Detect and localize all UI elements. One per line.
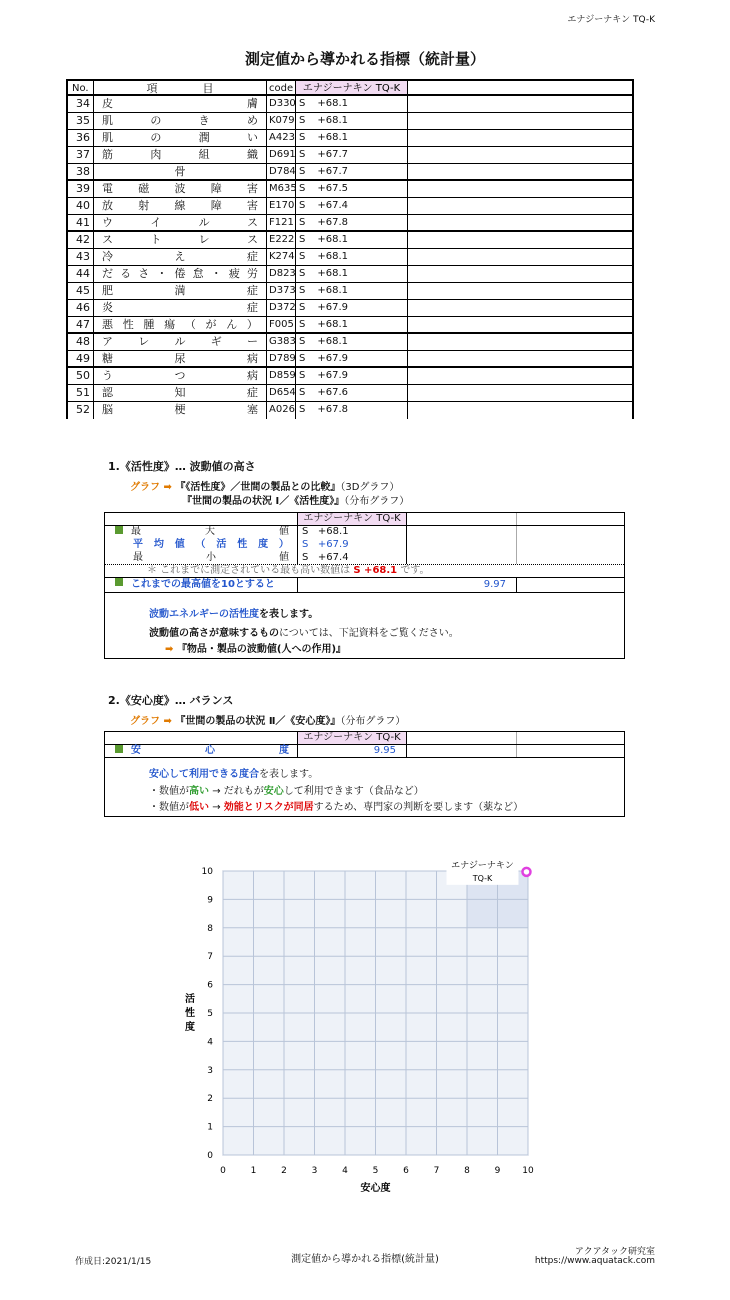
s2-product-header: エナジーナキン TQ-K	[297, 732, 407, 744]
row-item: ウ イ ル ス	[94, 215, 267, 230]
y-axis-label-char: 度	[185, 1022, 195, 1033]
row-code: E170	[267, 198, 296, 214]
section2-title: 2.《安心度》… バランス	[108, 694, 234, 707]
row-item: ア レ ル ギ ー	[94, 334, 267, 350]
row-no: 52	[68, 402, 94, 419]
row-item: 脳 梗 塞	[94, 402, 267, 419]
row-no: 49	[68, 351, 94, 366]
y-tick-label: 1	[207, 1122, 213, 1133]
y-tick-label: 10	[201, 867, 213, 877]
col-item-header: 項 目	[94, 81, 267, 94]
y-tick-label: 8	[207, 923, 213, 934]
row-no: 38	[68, 164, 94, 179]
graph-link-dist1[interactable]: 『世間の製品の状況 Ⅰ／《活性度》』	[182, 496, 345, 507]
row-item: 肌 の 潤 い	[94, 130, 267, 146]
section2-graph-line: グラフ ➡ 『世間の製品の状況 Ⅱ／《安心度》』（分布グラフ）	[130, 716, 406, 727]
x-tick-label: 4	[342, 1166, 348, 1176]
col-product-header: エナジーナキン TQ-K	[296, 81, 408, 94]
row-no: 39	[68, 181, 94, 197]
row-item: ス ト レ ス	[94, 232, 267, 248]
row-no: 50	[68, 368, 94, 384]
y-tick-label: 6	[207, 980, 213, 991]
row-item: 炎 症	[94, 300, 267, 316]
row-value: S +68.1	[296, 113, 408, 129]
footer-center: 測定値から導かれる指標(統計量)	[291, 1254, 439, 1265]
s1-desc2: 波動値の高さが意味するものについては、下記資料をご覧ください。	[149, 628, 459, 639]
row-item: 電 磁 波 障 害	[94, 181, 267, 197]
y-tick-label: 0	[207, 1151, 213, 1161]
row-code: D691	[267, 147, 296, 163]
row-value: S +67.8	[296, 402, 408, 419]
row-item: 放 射 線 障 害	[94, 198, 267, 214]
row-value: S +68.1	[296, 334, 408, 350]
s1-score-row: これまでの最高値を10とすると 9.97	[105, 578, 624, 593]
s2-bullet1: ・数値が高い → だれもが安心して利用できます（食品など）	[149, 786, 424, 797]
s2-score-value: 9.95	[297, 745, 407, 757]
row-item: 筋 肉 組 織	[94, 147, 267, 163]
section1-graph-line2: 『世間の製品の状況 Ⅰ／《活性度》』（分布グラフ）	[182, 496, 410, 507]
row-value: S +67.6	[296, 385, 408, 401]
s1-avg-row: 平 均 値 （ 活 性 度 ） S +67.9	[105, 539, 624, 552]
x-tick-label: 5	[372, 1166, 379, 1176]
y-axis-label-char: 性	[185, 1008, 195, 1019]
row-code: F005	[267, 317, 296, 332]
row-code: E222	[267, 232, 296, 248]
row-item: 肌 の き め	[94, 113, 267, 129]
col-code-header: code	[267, 81, 296, 94]
row-code: D372	[267, 300, 296, 316]
x-tick-label: 2	[281, 1166, 287, 1176]
point-label-line2: TQ-K	[472, 873, 493, 883]
s2-score-row: 安 心 度 9.95	[105, 745, 624, 758]
data-point	[522, 868, 530, 876]
row-no: 44	[68, 266, 94, 282]
row-no: 42	[68, 232, 94, 248]
row-no: 51	[68, 385, 94, 401]
row-code: D373	[267, 283, 296, 299]
row-value: S +68.1	[296, 130, 408, 146]
ref-link[interactable]: 『物品・製品の波動値(人への作用)』	[176, 644, 347, 655]
page-header: エナジーナキン TQ-K	[567, 15, 655, 25]
row-value: S +67.4	[296, 198, 408, 214]
row-code: K274	[267, 249, 296, 265]
row-no: 35	[68, 113, 94, 129]
x-tick-label: 7	[433, 1166, 440, 1176]
row-value: S +67.9	[296, 368, 408, 384]
section1-graph-line1: グラフ ➡ 『《活性度》／世間の製品との比較』（3Dグラフ）	[130, 482, 400, 493]
x-tick-label: 0	[220, 1166, 226, 1176]
row-code: F121	[267, 215, 296, 230]
graph-link-3d[interactable]: 『《活性度》／世間の製品との比較』	[175, 482, 341, 493]
y-tick-label: 5	[207, 1009, 213, 1019]
row-no: 34	[68, 96, 94, 112]
row-item: 皮 膚	[94, 96, 267, 112]
y-tick-label: 9	[207, 895, 213, 906]
s2-bullet2: ・数値が低い → 効能とリスクが同居するため、専門家の判断を要します（薬など）	[149, 802, 524, 813]
x-tick-label: 8	[464, 1166, 470, 1176]
point-label-line1: エナジーナキン	[451, 860, 514, 871]
y-tick-label: 4	[207, 1037, 213, 1048]
row-value: S +68.1	[296, 266, 408, 282]
row-code: D859	[267, 368, 296, 384]
x-tick-label: 10	[522, 1166, 534, 1176]
x-tick-label: 1	[250, 1166, 257, 1176]
row-code: M635	[267, 181, 296, 197]
row-no: 41	[68, 215, 94, 230]
row-value: S +67.9	[296, 351, 408, 366]
y-tick-label: 2	[207, 1094, 213, 1105]
page-title: 測定値から導かれる指標（統計量）	[244, 50, 485, 68]
row-no: 48	[68, 334, 94, 350]
row-value: S +67.7	[296, 147, 408, 163]
footer-org: アクアタック研究室	[574, 1247, 655, 1257]
row-no: 47	[68, 317, 94, 332]
row-item: 糖 尿 病	[94, 351, 267, 366]
footer-url[interactable]: https://www.aquatack.com	[534, 1256, 655, 1266]
row-value: S +68.1	[296, 96, 408, 112]
row-no: 45	[68, 283, 94, 299]
row-code: A026	[267, 402, 296, 419]
row-value: S +68.1	[296, 249, 408, 265]
row-no: 36	[68, 130, 94, 146]
row-value: S +67.8	[296, 215, 408, 230]
col-no-header: No.	[68, 81, 94, 94]
row-code: D784	[269, 166, 296, 177]
row-no: 40	[68, 198, 94, 214]
row-code: D789	[269, 353, 296, 364]
row-code: D654	[267, 385, 296, 401]
row-item: 骨	[94, 164, 267, 179]
row-value: S +68.1	[296, 232, 408, 248]
s1-max-row: 最 大 値 S +68.1	[105, 526, 624, 539]
x-axis-label: 安心度	[360, 1183, 391, 1194]
row-no: 43	[68, 249, 94, 265]
s1-min-row: 最 小 値 S +67.4	[105, 552, 624, 565]
section1-title: 1.《活性度》… 波動値の高さ	[108, 460, 256, 473]
row-value: S +67.5	[296, 181, 408, 197]
row-value: S +67.7	[296, 164, 408, 179]
row-item: う つ 病	[94, 368, 267, 384]
graph-link-dist2[interactable]: 『世間の製品の状況 Ⅱ／《安心度》』	[175, 716, 341, 727]
row-code: G383	[267, 334, 296, 350]
row-value: S +67.9	[296, 300, 408, 316]
footer-date: 作成日:2021/1/15	[75, 1257, 152, 1267]
row-item: 悪 性 腫 瘍 （ が ん ）	[94, 317, 267, 332]
row-item: だ る さ ・ 倦 怠 ・ 疲 労	[94, 266, 267, 282]
row-code: K079	[267, 113, 296, 129]
s1-ref: ➡ 『物品・製品の波動値(人への作用)』	[165, 644, 347, 655]
s2-desc: 安心して利用できる度合を表します。	[149, 769, 319, 780]
s1-score-value: 9.97	[297, 578, 517, 592]
s1-product-header: エナジーナキン TQ-K	[297, 513, 407, 525]
row-no: 37	[68, 147, 94, 163]
s1-desc1: 波動エネルギーの活性度を表します。	[149, 609, 319, 620]
row-code: A423	[267, 130, 296, 146]
row-item: 認 知 症	[94, 385, 267, 401]
row-code: D330	[267, 96, 296, 112]
row-value: S +68.1	[296, 317, 408, 332]
y-tick-label: 3	[207, 1065, 213, 1076]
row-item: 冷 え 症	[94, 249, 267, 265]
row-code: D823	[267, 266, 296, 282]
x-tick-label: 3	[311, 1166, 318, 1176]
y-tick-label: 7	[207, 952, 213, 963]
row-value: S +68.1	[296, 283, 408, 299]
x-tick-label: 9	[494, 1166, 501, 1176]
s1-note-row: ＊ これまでに測定されている最も高い数値は S +68.1 です。	[105, 565, 624, 578]
row-item: 肥 満 症	[94, 283, 267, 299]
x-tick-label: 6	[403, 1166, 409, 1176]
row-no: 46	[68, 300, 94, 316]
y-axis-label-char: 活	[185, 994, 195, 1005]
